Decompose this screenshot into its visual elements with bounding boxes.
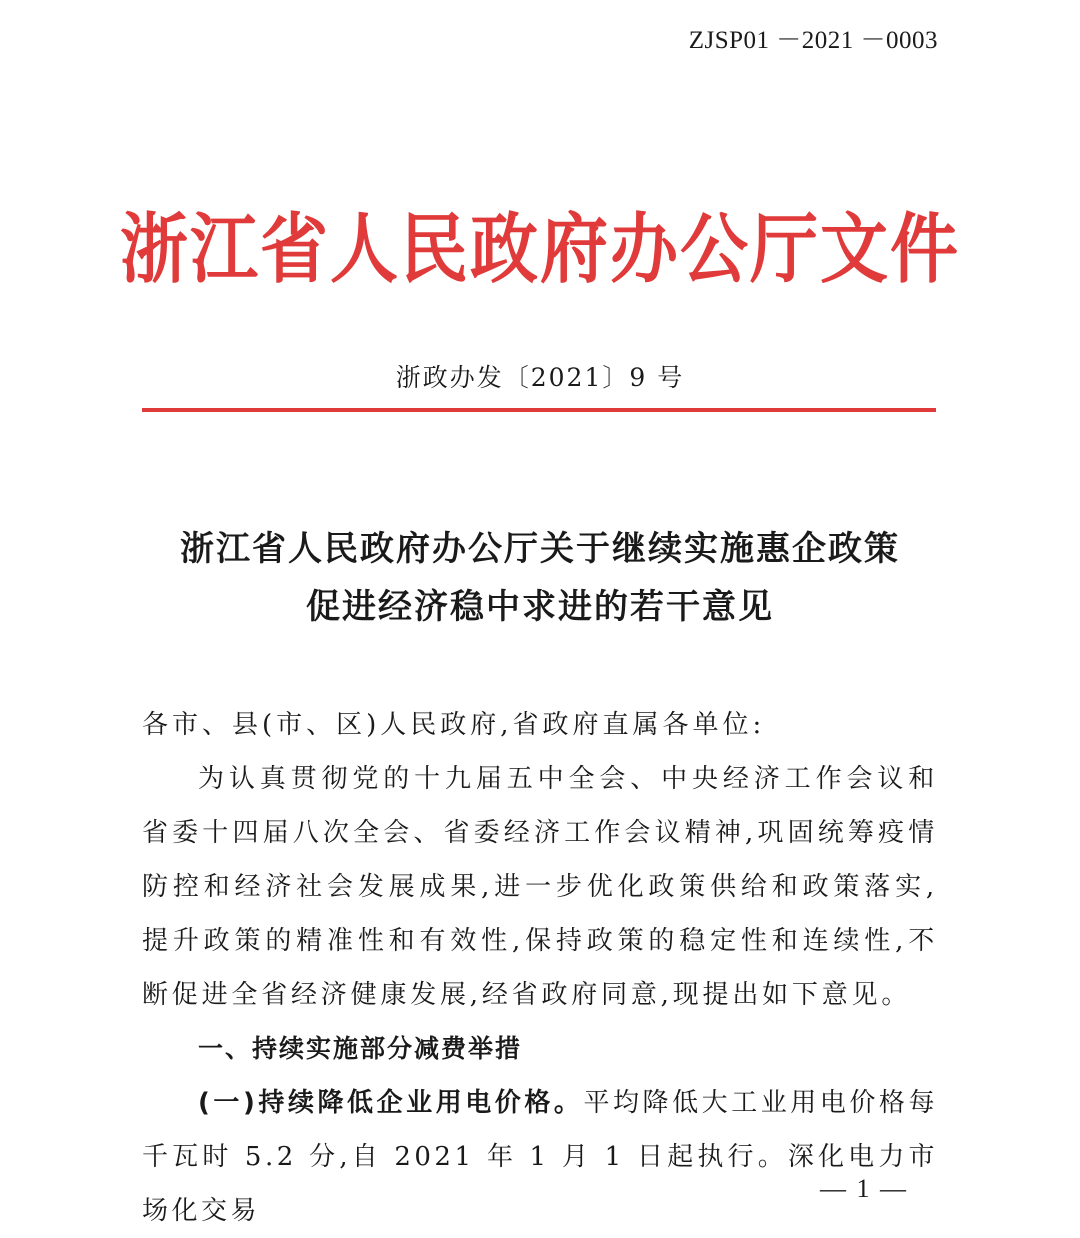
title-line-2: 促进经济稳中求进的若干意见 bbox=[306, 587, 774, 627]
section-heading: 一、持续实施部分减费举措 bbox=[198, 1034, 523, 1063]
page-number: — 1 — bbox=[820, 1174, 908, 1203]
issuer-title: 浙江省人民政府办公厅文件 bbox=[119, 204, 960, 295]
policy-paragraph bbox=[142, 1076, 938, 1238]
intro-paragraph: 为认真贯彻党的十九届五中全会、中央经济工作会议和省委十四届八次全会、省委经济工作会议精神,巩固统筹疫情防控和经济社会发展成果,进一步优化政策供给和政策落实,提升政策的精准性和有效性,保持政策的稳定性和连续性,不断促进全省经济健康发展,经省政府同意,现提出如下意见。 bbox=[142, 764, 938, 1010]
title-line-1: 浙江省人民政府办公厅关于继续实施惠企政策 bbox=[180, 529, 900, 569]
salutation: 各市、县(市、区)人民政府,省政府直属各单位: bbox=[142, 710, 766, 740]
document-number: 浙政办发〔2021〕9 号 bbox=[395, 363, 685, 392]
policy-item-text: 平均降低大工业用电价格每千瓦时 5.2 分,自 2021 年 1 月 1 日起执行。深化电力市场化交易 bbox=[142, 1088, 938, 1226]
policy-item-lead: (一)持续降低企业用电价格。 bbox=[198, 1088, 584, 1118]
document-title bbox=[0, 520, 1080, 636]
red-divider-line bbox=[142, 408, 936, 412]
document-code: ZJSP01 －2021 －0003 bbox=[688, 27, 938, 54]
